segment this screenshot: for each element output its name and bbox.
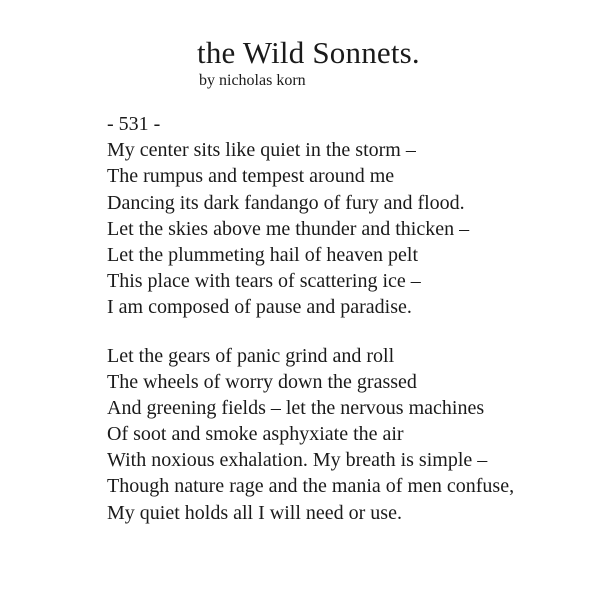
byline: by nicholas korn [199,72,306,89]
poem-line: Though nature rage and the mania of men confuse, [107,475,515,498]
header [197,34,420,90]
poem-line: Let the gears of panic grind and roll [107,344,395,367]
poem-line: Of soot and smoke asphyxiate the air [107,423,404,446]
stanza-divider [107,321,514,343]
poem-line: The wheels of worry down the grassed [107,370,417,393]
poem-line: Let the plummeting hail of heaven pelt [107,243,419,266]
stanza-2 [107,343,514,526]
page-title: the Wild Sonnets. [197,35,420,70]
sonnet [107,111,514,526]
sonnet-number: - 531 - [107,113,161,135]
poem-line: My quiet holds all I will need or use. [107,501,402,524]
poem-line: Let the skies above me thunder and thicken – [107,217,470,240]
poem-line: The rumpus and tempest around me [107,165,395,188]
poem-line: Dancing its dark fandango of fury and flood. [107,191,465,214]
poem-line: My center sits like quiet in the storm – [107,139,416,162]
poem-line: With noxious exhalation. My breath is simple – [107,449,488,472]
poem-line: This place with tears of scattering ice – [107,270,421,293]
poem-line: And greening fields – let the nervous machines [107,396,485,419]
stanza-1 [107,137,514,320]
poem-line: I am composed of pause and paradise. [107,296,412,319]
